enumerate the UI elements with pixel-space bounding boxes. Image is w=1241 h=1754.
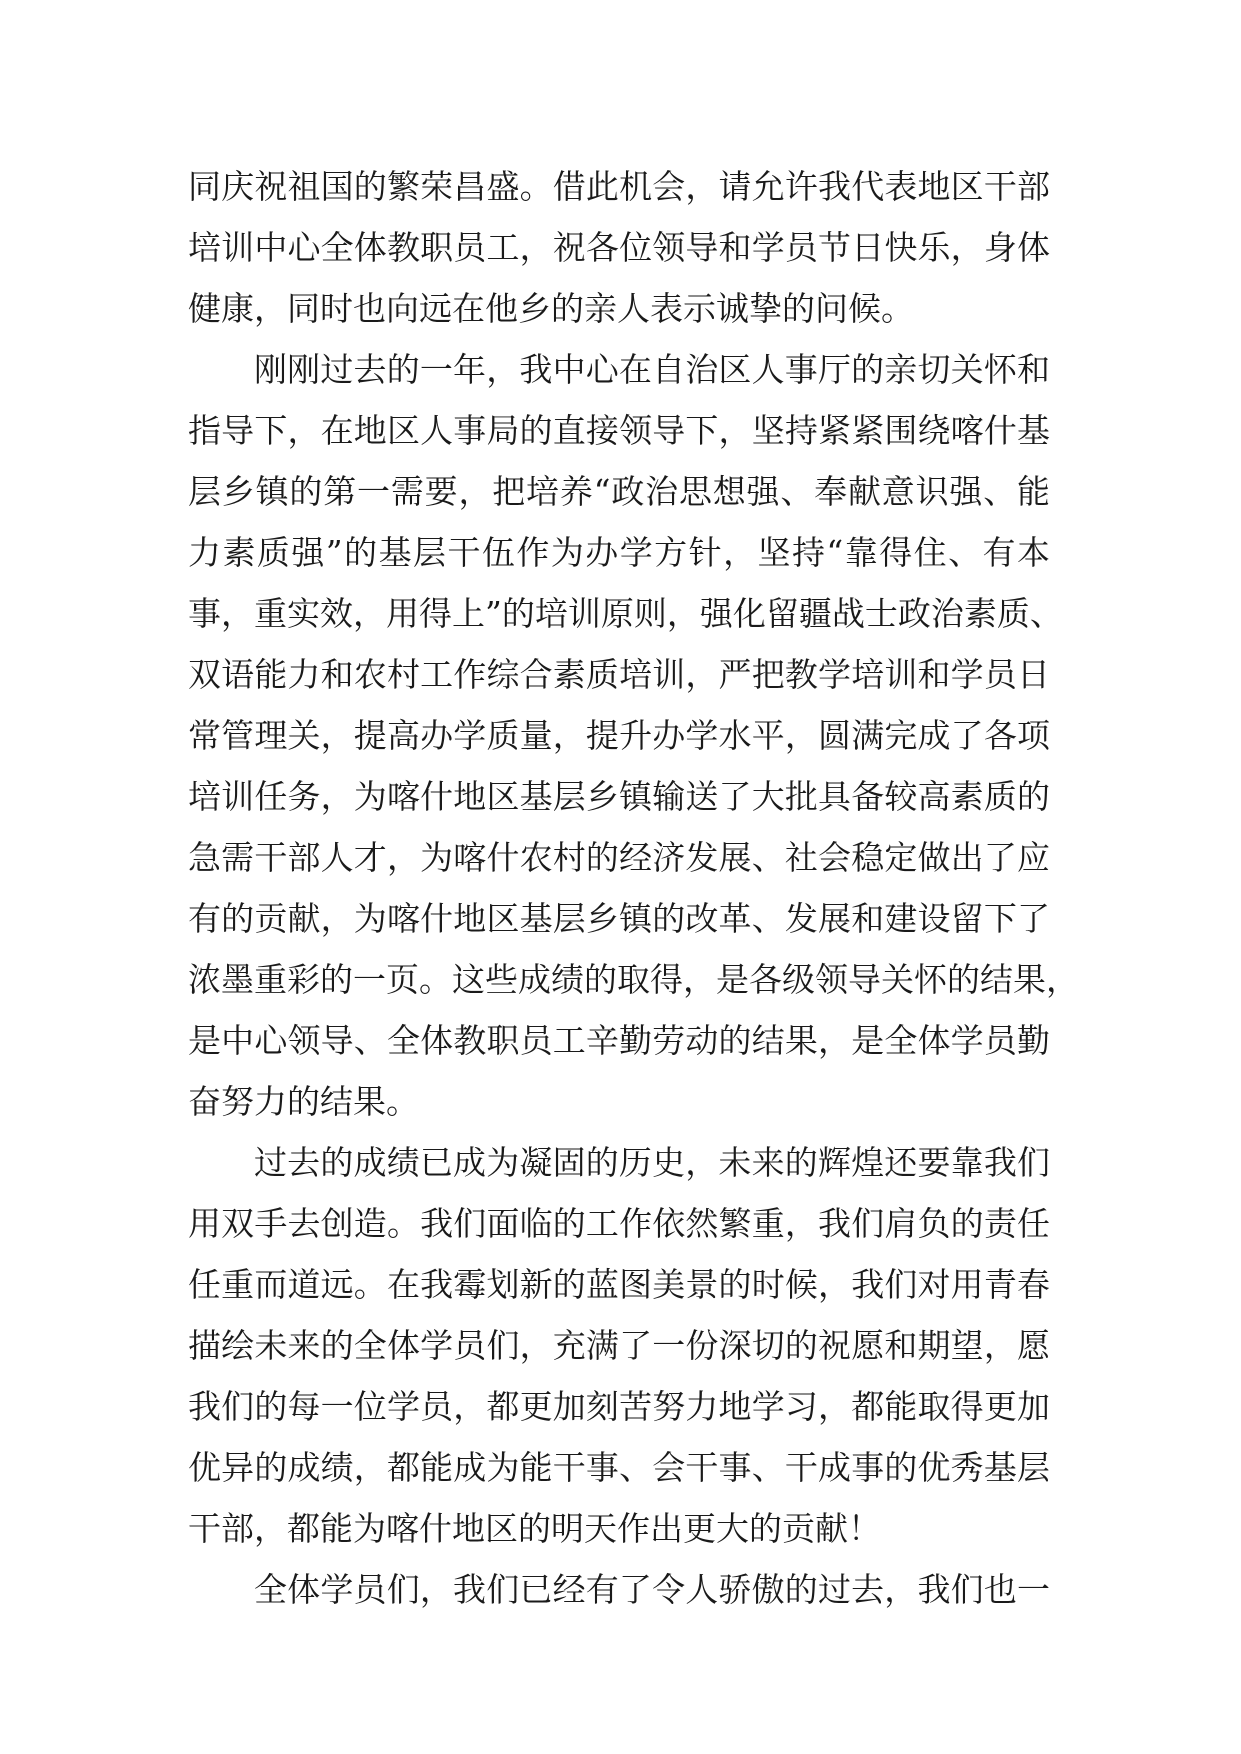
- text-line: 浓墨重彩的一页。这些成绩的取得，是各级领导关怀的结果，: [188, 960, 1079, 999]
- text-line: 层乡镇的第一需要，把培养“政治思想强、奉献意识强、能: [188, 472, 1050, 511]
- paragraph: [188, 156, 1050, 339]
- text-line: 指导下，在地区人事局的直接领导下，坚持紧紧围绕喀什基: [188, 411, 1050, 450]
- text-line: 常管理关，提高办学质量，提升办学水平，圆满完成了各项: [188, 716, 1050, 755]
- text-line: 过去的成绩已成为凝固的历史，未来的辉煌还要靠我们: [254, 1143, 1050, 1182]
- body-text: [188, 156, 1079, 1620]
- text-line: 急需干部人才，为喀什农村的经济发展、社会稳定做出了应: [188, 838, 1050, 877]
- paragraph: [188, 1559, 1050, 1620]
- text-line: 用双手去创造。我们面临的工作依然繁重，我们肩负的责任: [188, 1204, 1050, 1243]
- text-line: 奋努力的结果。: [188, 1082, 419, 1121]
- text-line: 培训中心全体教职员工，祝各位领导和学员节日快乐，身体: [188, 228, 1050, 267]
- text-line: 刚刚过去的一年，我中心在自治区人事厅的亲切关怀和: [254, 350, 1050, 389]
- text-line: 双语能力和农村工作综合素质培训，严把教学培训和学员日: [188, 655, 1050, 694]
- text-line: 同庆祝祖国的繁荣昌盛。借此机会，请允许我代表地区干部: [188, 167, 1050, 206]
- text-line: 描绘未来的全体学员们，充满了一份深切的祝愿和期望，愿: [188, 1326, 1050, 1365]
- text-line: 健康，同时也向远在他乡的亲人表示诚挚的问候。: [188, 289, 914, 328]
- paragraph: [188, 339, 1079, 1132]
- text-line: 有的贡献，为喀什地区基层乡镇的改革、发展和建设留下了: [188, 899, 1050, 938]
- text-line: 培训任务，为喀什地区基层乡镇输送了大批具备较高素质的: [188, 777, 1050, 816]
- text-line: 干部，都能为喀什地区的明天作出更大的贡献！: [188, 1509, 881, 1548]
- text-line: 事，重实效，用得上”的培训原则，强化留疆战士政治素质、: [188, 594, 1063, 633]
- paragraph: [188, 1132, 1050, 1559]
- text-line: 优异的成绩，都能成为能干事、会干事、干成事的优秀基层: [188, 1448, 1050, 1487]
- text-line: 我们的每一位学员，都更加刻苦努力地学习，都能取得更加: [188, 1387, 1050, 1426]
- text-line: 任重而道远。在我霉划新的蓝图美景的时候，我们对用青春: [188, 1265, 1050, 1304]
- text-line: 是中心领导、全体教职员工辛勤劳动的结果，是全体学员勤: [188, 1021, 1050, 1060]
- text-line: 力素质强”的基层干伍作为办学方针，坚持“靠得住、有本: [188, 533, 1050, 572]
- text-line: 全体学员们，我们已经有了令人骄傲的过去，我们也一: [254, 1570, 1050, 1609]
